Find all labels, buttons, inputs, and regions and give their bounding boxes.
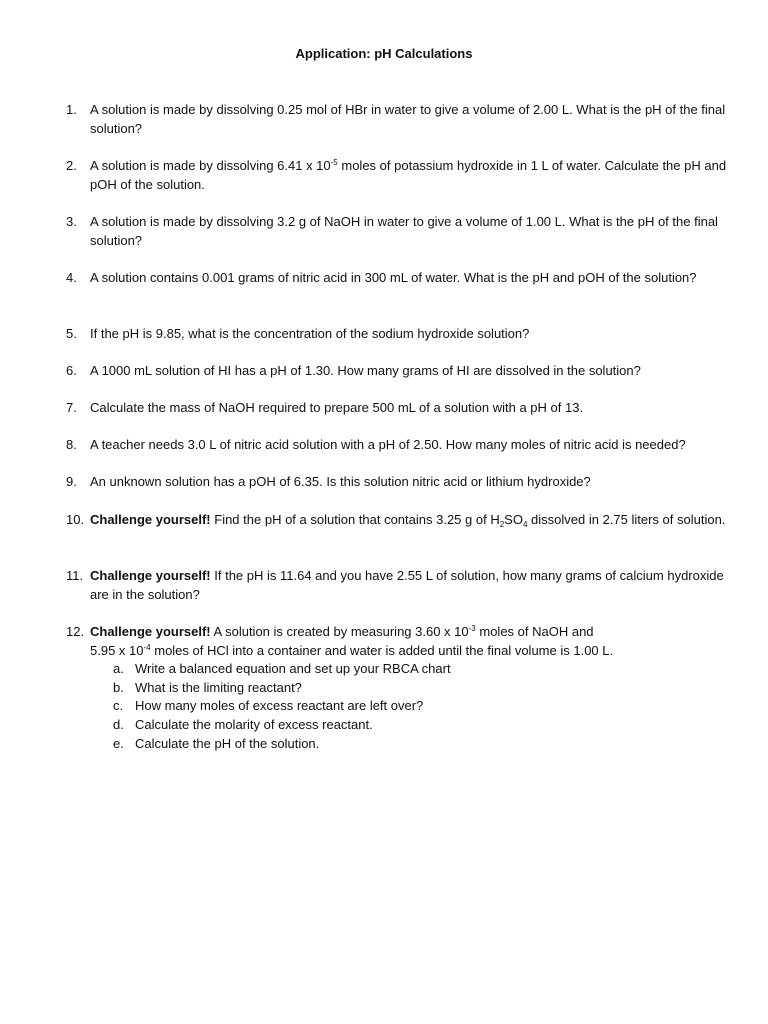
question-number: 2. (66, 158, 77, 173)
question-number: 12. (66, 624, 85, 639)
question-number: 5. (66, 326, 77, 341)
challenge-label: Challenge yourself! (90, 624, 211, 639)
challenge-label: Challenge yourself! (90, 512, 211, 527)
question-number: 8. (66, 437, 77, 452)
question-text: A solution contains 0.001 grams of nitric acid in 300 mL of water. What is the pH and pOH of the solution? (90, 270, 697, 285)
question-number: 7. (66, 400, 77, 415)
question-text: Challenge yourself! Find the pH of a solution that contains 3.25 g of $H_2SO_4$ dissolved in 2.75 liters of solution. (90, 512, 726, 529)
question-number: 6. (66, 363, 77, 378)
subquestion-b: b. What is the limiting reactant? (113, 679, 302, 695)
question-number: 3. (66, 214, 77, 229)
question-number: 10. (66, 512, 85, 527)
subquestion-e: e. Calculate the pH of the solution. (113, 735, 320, 751)
question-text: An unknown solution has a pOH of 6.35. Is this solution nitric acid or lithium hydroxide? (90, 474, 591, 489)
question-text (90, 623, 732, 753)
page-title: Application: pH Calculations (295, 46, 473, 61)
question-line-2: 5.95 x $10^{-4}$ moles of HCl into a container and water is added until the final volume is 1.00 L. (90, 642, 614, 658)
question-text: A solution is made by dissolving 3.2 g of NaOH in water to give a volume of 1.00 L. What is the pH of the final solution? (90, 214, 718, 248)
subquestion-c: c. How many moles of excess reactant are left over? (113, 698, 424, 714)
subquestion-d: d. Calculate the molarity of excess reactant. (113, 716, 373, 732)
question-number: 11. (66, 568, 84, 583)
question-number: 4. (66, 270, 77, 285)
challenge-label: Challenge yourself! (90, 568, 211, 583)
question-text: A solution is made by dissolving 0.25 mol of HBr in water to give a volume of 2.00 L. What is the pH of the final solution? (90, 102, 726, 136)
question-text: A 1000 mL solution of HI has a pH of 1.30. How many grams of HI are dissolved in the solution? (90, 363, 641, 378)
question-text: If the pH is 9.85, what is the concentration of the sodium hydroxide solution? (90, 326, 530, 341)
question-text: Challenge yourself! If the pH is 11.64 and you have 2.55 L of solution, how many grams of calcium hydroxide are in the solution? (90, 568, 724, 602)
question-number: 1. (66, 102, 77, 117)
question-number: 9. (66, 474, 77, 489)
question-text: Calculate the mass of NaOH required to prepare 500 mL of a solution with a pH of 13. (90, 400, 584, 415)
subquestion-a: a. Write a balanced equation and set up your RBCA chart (113, 661, 451, 677)
question-line-1: Challenge yourself! A solution is created by measuring 3.60 x $10^{-3}$ moles of NaOH and (90, 624, 594, 639)
question-text: A teacher needs 3.0 L of nitric acid solution with a pH of 2.50. How many moles of nitric acid is needed? (90, 437, 686, 452)
subquestion-list (90, 660, 732, 753)
question-text: A solution is made by dissolving 6.41 x $10^{-5}$ moles of potassium hydroxide in 1 L of water. Calculate the pH and pOH of the solution. (90, 158, 727, 192)
